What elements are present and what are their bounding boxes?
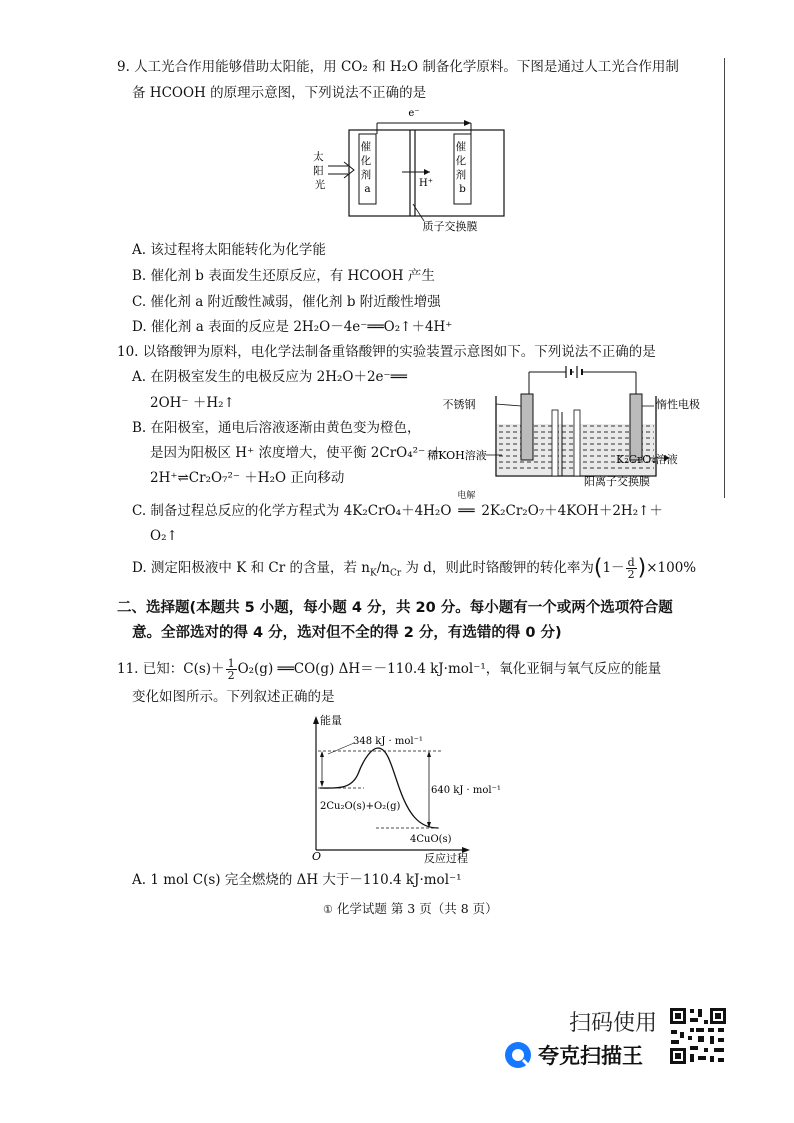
q11-origin-label: O: [312, 850, 322, 863]
q9-stem-line1: 9. 人工光合作用能够借助太阳能，用 CO₂ 和 H₂O 制备化学原料。下图是通过人工光合作用制: [117, 59, 679, 75]
q10-left-solution-label: 稀KOH溶液: [427, 449, 487, 462]
q9-electron-label: e⁻: [408, 108, 420, 119]
q10-option-c-line1: C. 制备过程总反应的化学方程式为 4K₂CrO₄＋4H₂O 电解 ══ 2K₂Cr₂O₇＋4KOH＋2H₂↑＋: [132, 491, 663, 519]
q11-x-axis-label: 反应过程: [424, 852, 468, 865]
scan-label: 扫码使用: [569, 1011, 658, 1036]
q10-right-electrode-label: 惰性电极: [656, 398, 700, 411]
q10-left-electrode-label: 不锈钢: [442, 398, 476, 411]
quark-logo-icon: [504, 1041, 532, 1069]
q10-right-solution-label: K₂CrO₄溶液: [616, 453, 678, 466]
q11-y-axis-label: 能量: [320, 714, 342, 727]
q10-membrane-label: 阳离子交换膜: [584, 475, 650, 488]
q11-delta-h-label: 640 kJ · mol⁻¹: [431, 785, 501, 796]
q11-products-label: 4CuO(s): [410, 834, 452, 845]
q11-energy-diagram: [296, 710, 516, 870]
q9-catalyst-b: 催 化 剂 b: [455, 141, 467, 195]
q10-option-d: D. 测定阳极液中 K 和 Cr 的含量，若 $n_K/n_{Cr}$ 为 d，则此时铬酸钾的转化率为(1－ $\frac{d}{2}$ )×100%: [132, 555, 697, 581]
q11-activation-energy-label: 348 kJ · mol⁻¹: [353, 736, 423, 747]
q9-option-d: D. 催化剂 a 表面的反应是 2H₂O－4e⁻══O₂↑＋4H⁺: [132, 319, 453, 335]
q10-option-c-line2: O₂↑: [150, 528, 178, 544]
q9-catalyst-a: 催 化 剂 a: [360, 141, 372, 195]
footer-badge: ①: [323, 903, 333, 916]
q9-proton-label: H⁺: [419, 178, 433, 189]
q11-reactants-label: 2Cu₂O(s)+O₂(g): [320, 801, 401, 812]
q9-stem-line2: 备 HCOOH 的原理示意图，下列说法不正确的是: [132, 85, 427, 101]
section2-heading-line1: 二、选择题(本题共 5 小题，每小题 4 分，共 20 分。每小题有一个或两个选项符合题: [117, 600, 673, 616]
q9-membrane-label: 质子交换膜: [422, 220, 478, 233]
q9-option-b: B. 催化剂 b 表面发生还原反应，有 HCOOH 产生: [132, 268, 435, 284]
footer-text: 化学试题 第 3 页（共 8 页）: [336, 901, 498, 916]
scan-brand: [504, 1040, 643, 1070]
q10-option-c-condition: 电解: [457, 491, 476, 501]
section2-heading-line2: 意。全部选对的得 4 分，选对但不全的得 2 分，有选错的得 0 分): [132, 625, 562, 641]
q10-option-b-line2: 是因为阳极区 H⁺ 浓度增大，使平衡 2CrO₄²⁻ ＋: [150, 445, 443, 461]
q10-option-b-line3: 2H⁺⇌Cr₂O₇²⁻ ＋H₂O 正向移动: [150, 470, 345, 486]
q11-stem-line2: 变化如图所示。下列叙述正确的是: [132, 689, 335, 705]
page-footer: [323, 899, 498, 917]
q9-diagram: [300, 104, 520, 232]
q10-option-a-line1: A. 在阴极室发生的电极反应为 2H₂O＋2e⁻══: [132, 369, 407, 385]
q11-option-a: A. 1 mol C(s) 完全燃烧的 ΔH 大于－110.4 kJ·mol⁻¹: [132, 872, 462, 888]
q10-electrolysis-diagram: [424, 366, 700, 496]
page-edge-line: [724, 58, 725, 498]
q11-stem-line1: 11. 已知：C(s)＋ $\frac{1}{2}$ O₂(g) ══CO(g) ΔH＝－110.4 kJ·mol⁻¹，氧化亚铜与氧气反应的能量: [117, 657, 662, 682]
qr-code-icon[interactable]: [668, 1006, 728, 1066]
q9-option-c: C. 催化剂 a 附近酸性减弱，催化剂 b 附近酸性增强: [132, 294, 441, 310]
q10-stem: 10. 以铬酸钾为原料，电化学法制备重铬酸钾的实验装置示意图如下。下列说法不正确的是: [117, 344, 656, 360]
q9-sunlight-label: 太 阳 光: [313, 151, 326, 191]
q9-option-a: A. 该过程将太阳能转化为化学能: [132, 242, 326, 258]
scan-brand-name: 夸克扫描王: [538, 1044, 643, 1068]
q10-option-a-line2: 2OH⁻ ＋H₂↑: [150, 395, 235, 411]
q10-option-b-line1: B. 在阳极室，通电后溶液逐渐由黄色变为橙色，: [132, 420, 421, 436]
